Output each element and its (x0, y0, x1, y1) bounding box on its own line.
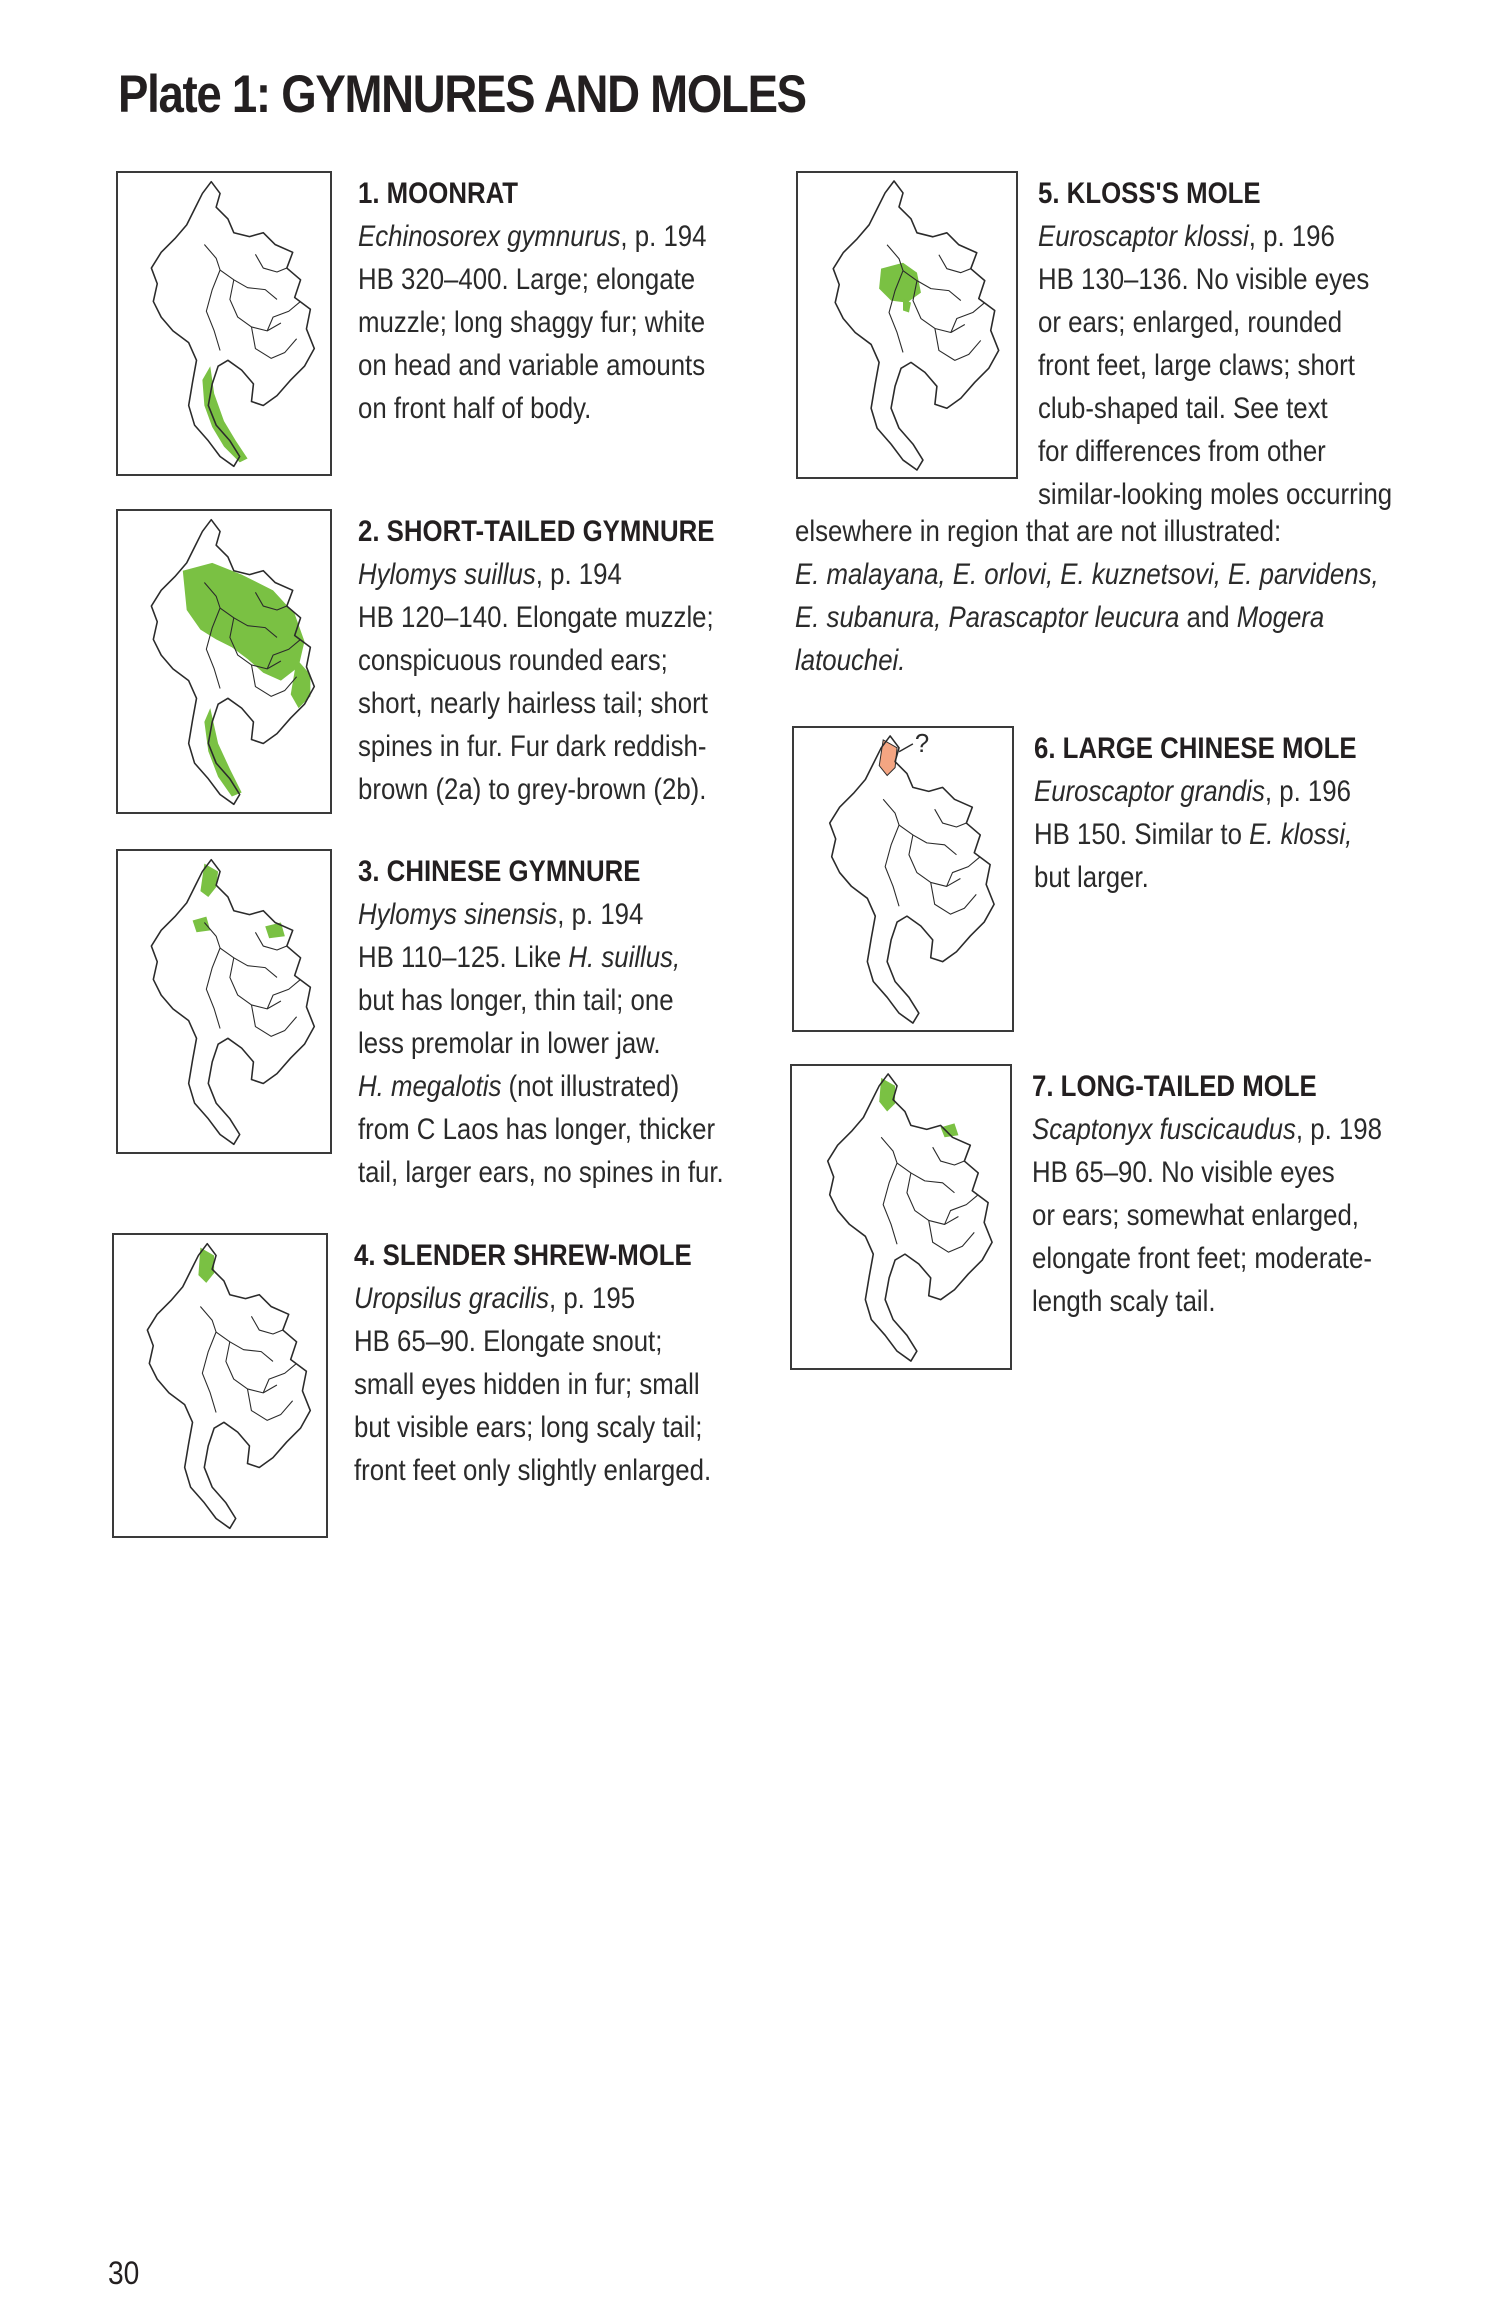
uncertainty-mark: ? (914, 729, 930, 758)
page-reference: , p. 194 (535, 558, 622, 591)
scientific-name: Hylomys suillus (358, 558, 536, 591)
description-line: small eyes hidden in fur; small (354, 1368, 700, 1401)
species-entry-chinese-gymnure (358, 850, 724, 1194)
description-line: but visible ears; long scaly tail; (354, 1411, 703, 1444)
scientific-name: Hylomys sinensis (358, 898, 558, 931)
description-line: HB 120–140. Elongate muzzle; (358, 601, 714, 634)
species-list: E. subanura, Parascaptor leucura (795, 601, 1180, 634)
species-entry-kloss-mole-continued (795, 510, 1379, 682)
species-list-line: E. malayana, E. orlovi, E. kuznetsovi, E. parvidens, (795, 558, 1379, 591)
conjunction: and (1179, 601, 1237, 634)
description-line: less premolar in lower jaw. (358, 1027, 661, 1060)
page-reference: , p. 198 (1295, 1113, 1382, 1146)
species-name: 7. LONG-TAILED MOLE (1032, 1070, 1317, 1103)
range-area (193, 917, 211, 933)
species-entry-slender-shrew-mole (354, 1234, 711, 1492)
range-map-short-tailed-gymnure (116, 509, 332, 814)
species-name: 5. KLOSS'S MOLE (1038, 177, 1261, 210)
description-line: spines in fur. Fur dark reddish- (358, 730, 707, 763)
range-area (200, 864, 218, 897)
description-line: or ears; somewhat enlarged, (1032, 1199, 1359, 1232)
page-reference: , p. 196 (1264, 775, 1351, 808)
description-line: HB 320–400. Large; elongate (358, 263, 696, 296)
description-line: brown (2a) to grey-brown (2b). (358, 773, 707, 806)
description-line: from C Laos has longer, thicker (358, 1113, 716, 1146)
description-text: HB 110–125. Like (358, 941, 569, 974)
description-line: elongate front feet; moderate- (1032, 1242, 1372, 1275)
description-line: club-shaped tail. See text (1038, 392, 1328, 425)
species-name: 6. LARGE CHINESE MOLE (1034, 732, 1357, 765)
range-map-moonrat (116, 171, 332, 476)
description-line: HB 65–90. Elongate snout; (354, 1325, 663, 1358)
species-entry-kloss-mole (1038, 172, 1392, 516)
page-title: Plate 1: GYMNURES AND MOLES (118, 65, 806, 124)
range-area (903, 299, 911, 313)
range-map-large-chinese-mole (792, 726, 1014, 1032)
page-reference: , p. 196 (1248, 220, 1335, 253)
range-area (204, 708, 241, 796)
page-reference: , p. 195 (548, 1282, 636, 1315)
description-line: or ears; enlarged, rounded (1038, 306, 1343, 339)
page-number: 30 (108, 2255, 140, 2291)
species-name: 2. SHORT-TAILED GYMNURE (358, 515, 715, 548)
species-reference: H. suillus, (568, 941, 681, 974)
description-text: (not illustrated) (501, 1070, 680, 1103)
range-area (202, 366, 247, 462)
description-line: length scaly tail. (1032, 1285, 1216, 1318)
description-line: tail, larger ears, no spines in fur. (358, 1156, 724, 1189)
description-line: front feet, large claws; short (1038, 349, 1355, 382)
description-line: conspicuous rounded ears; (358, 644, 668, 677)
range-area (879, 740, 897, 776)
description-line: short, nearly hairless tail; short (358, 687, 708, 720)
description-line: on front half of body. (358, 392, 592, 425)
description-line: for differences from other (1038, 435, 1326, 468)
range-map-long-tailed-mole (790, 1064, 1012, 1370)
species-entry-moonrat (358, 172, 707, 430)
scientific-name: Euroscaptor klossi (1038, 220, 1249, 253)
species-reference: H. megalotis (358, 1070, 502, 1103)
scientific-name: Echinosorex gymnurus (358, 220, 621, 253)
species-entry-long-tailed-mole (1032, 1065, 1382, 1323)
scientific-name: Euroscaptor grandis (1034, 775, 1265, 808)
page-reference: , p. 194 (557, 898, 644, 931)
species-entry-short-tailed-gymnure (358, 510, 714, 811)
species-name: 4. SLENDER SHREW-MOLE (354, 1239, 692, 1272)
description-line: HB 65–90. No visible eyes (1032, 1156, 1335, 1189)
description-line: on head and variable amounts (358, 349, 706, 382)
description-line: front feet only slightly enlarged. (354, 1454, 712, 1487)
page-reference: , p. 194 (620, 220, 707, 253)
range-map-kloss-mole (796, 171, 1018, 479)
description-line: similar-looking moles occurring (1038, 478, 1393, 511)
description-line: muzzle; long shaggy fur; white (358, 306, 706, 339)
species-name: 1. MOONRAT (358, 177, 519, 210)
description-line: elsewhere in region that are not illustrated: (795, 515, 1282, 548)
species-list-line: latouchei. (795, 644, 906, 677)
description-line: HB 130–136. No visible eyes (1038, 263, 1370, 296)
species-reference: E. klossi, (1249, 818, 1353, 851)
description-line: but larger. (1034, 861, 1149, 894)
scientific-name: Uropsilus gracilis (354, 1282, 549, 1315)
range-area (879, 263, 921, 303)
description-line: but has longer, thin tail; one (358, 984, 674, 1017)
scientific-name: Scaptonyx fuscicaudus (1032, 1113, 1296, 1146)
description-text: HB 150. Similar to (1034, 818, 1250, 851)
species-entry-large-chinese-mole (1034, 727, 1357, 899)
species-list: Mogera (1236, 601, 1325, 634)
range-map-slender-shrew-mole (112, 1233, 328, 1538)
species-name: 3. CHINESE GYMNURE (358, 855, 641, 888)
range-area (183, 563, 305, 681)
range-map-chinese-gymnure (116, 849, 332, 1154)
